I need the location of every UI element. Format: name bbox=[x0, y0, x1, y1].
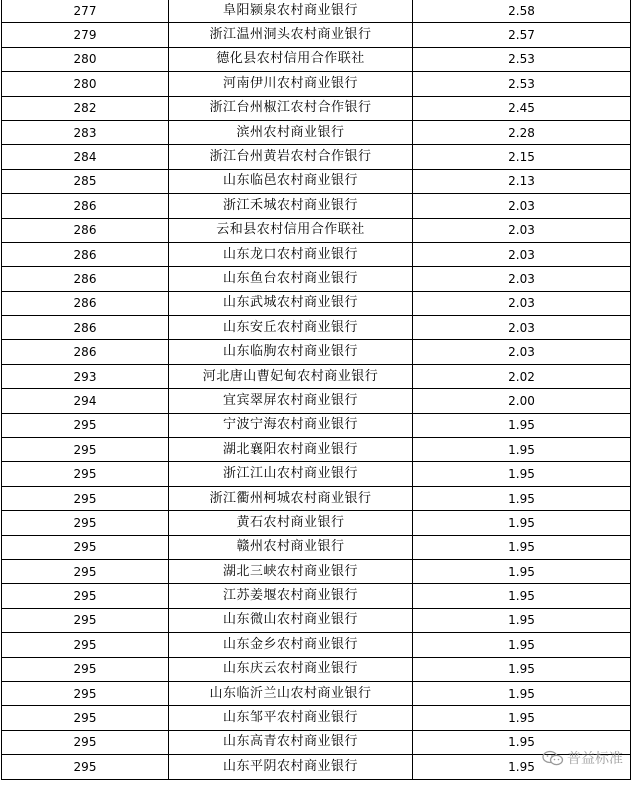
table-row bbox=[2, 316, 631, 340]
rank-cell: 295 bbox=[2, 730, 169, 754]
rank-cell: 295 bbox=[2, 413, 169, 437]
value-cell: 1.95 bbox=[413, 559, 631, 583]
rank-cell: 294 bbox=[2, 389, 169, 413]
rank-cell: 295 bbox=[2, 706, 169, 730]
table-row bbox=[2, 364, 631, 388]
value-cell: 2.03 bbox=[413, 242, 631, 266]
table-row bbox=[2, 462, 631, 486]
bank-name-cell: 湖北三峡农村商业银行 bbox=[169, 559, 413, 583]
bank-name-cell: 山东邹平农村商业银行 bbox=[169, 706, 413, 730]
value-cell: 2.02 bbox=[413, 364, 631, 388]
rank-cell: 286 bbox=[2, 267, 169, 291]
rank-cell: 295 bbox=[2, 438, 169, 462]
table-row bbox=[2, 47, 631, 71]
value-cell: 1.95 bbox=[413, 462, 631, 486]
bank-name-cell: 浙江衢州柯城农村商业银行 bbox=[169, 486, 413, 510]
rank-cell: 283 bbox=[2, 120, 169, 144]
value-cell: 2.13 bbox=[413, 169, 631, 193]
table-row bbox=[2, 657, 631, 681]
bank-name-cell: 浙江禾城农村商业银行 bbox=[169, 194, 413, 218]
bank-name-cell: 湖北襄阳农村商业银行 bbox=[169, 438, 413, 462]
table-row bbox=[2, 72, 631, 96]
rank-cell: 295 bbox=[2, 511, 169, 535]
value-cell: 1.95 bbox=[413, 608, 631, 632]
rank-cell: 277 bbox=[2, 0, 169, 23]
rank-cell: 285 bbox=[2, 169, 169, 193]
rank-cell: 286 bbox=[2, 340, 169, 364]
table-row bbox=[2, 23, 631, 47]
table-row bbox=[2, 730, 631, 754]
rank-cell: 295 bbox=[2, 535, 169, 559]
value-cell: 2.03 bbox=[413, 340, 631, 364]
value-cell: 2.53 bbox=[413, 47, 631, 71]
value-cell: 2.57 bbox=[413, 23, 631, 47]
value-cell: 2.58 bbox=[413, 0, 631, 23]
bank-name-cell: 山东龙口农村商业银行 bbox=[169, 242, 413, 266]
table-row bbox=[2, 486, 631, 510]
table-row bbox=[2, 511, 631, 535]
bank-name-cell: 山东高青农村商业银行 bbox=[169, 730, 413, 754]
rank-cell: 282 bbox=[2, 96, 169, 120]
bank-name-cell: 河北唐山曹妃甸农村商业银行 bbox=[169, 364, 413, 388]
watermark-text: 普益标准 bbox=[567, 751, 623, 767]
bank-name-cell: 山东庆云农村商业银行 bbox=[169, 657, 413, 681]
table-row bbox=[2, 169, 631, 193]
value-cell: 2.28 bbox=[413, 120, 631, 144]
table-row bbox=[2, 706, 631, 730]
table-row bbox=[2, 559, 631, 583]
rank-cell: 293 bbox=[2, 364, 169, 388]
bank-name-cell: 浙江江山农村商业银行 bbox=[169, 462, 413, 486]
rank-cell: 295 bbox=[2, 608, 169, 632]
table-row bbox=[2, 535, 631, 559]
bank-name-cell: 宜宾翠屏农村商业银行 bbox=[169, 389, 413, 413]
bank-name-cell: 赣州农村商业银行 bbox=[169, 535, 413, 559]
bank-name-cell: 山东武城农村商业银行 bbox=[169, 291, 413, 315]
table-row bbox=[2, 584, 631, 608]
rank-cell: 295 bbox=[2, 633, 169, 657]
bank-name-cell: 河南伊川农村商业银行 bbox=[169, 72, 413, 96]
value-cell: 1.95 bbox=[413, 730, 631, 754]
rank-cell: 295 bbox=[2, 681, 169, 705]
value-cell: 2.53 bbox=[413, 72, 631, 96]
table-row bbox=[2, 242, 631, 266]
rank-cell: 286 bbox=[2, 291, 169, 315]
value-cell: 1.95 bbox=[413, 413, 631, 437]
rank-cell: 280 bbox=[2, 72, 169, 96]
bank-name-cell: 浙江台州椒江农村合作银行 bbox=[169, 96, 413, 120]
bank-name-cell: 黄石农村商业银行 bbox=[169, 511, 413, 535]
table-body bbox=[2, 0, 631, 779]
value-cell: 2.03 bbox=[413, 291, 631, 315]
value-cell: 1.95 bbox=[413, 633, 631, 657]
value-cell: 1.95 bbox=[413, 657, 631, 681]
rank-cell: 286 bbox=[2, 316, 169, 340]
bank-name-cell: 山东平阴农村商业银行 bbox=[169, 755, 413, 779]
table-row bbox=[2, 389, 631, 413]
value-cell: 2.45 bbox=[413, 96, 631, 120]
table-row bbox=[2, 120, 631, 144]
table-row bbox=[2, 608, 631, 632]
rank-cell: 295 bbox=[2, 657, 169, 681]
value-cell: 1.95 bbox=[413, 438, 631, 462]
bank-name-cell: 山东鱼台农村商业银行 bbox=[169, 267, 413, 291]
bank-name-cell: 山东金乡农村商业银行 bbox=[169, 633, 413, 657]
rank-cell: 284 bbox=[2, 145, 169, 169]
table-row bbox=[2, 633, 631, 657]
bank-name-cell: 浙江温州洞头农村商业银行 bbox=[169, 23, 413, 47]
bank-name-cell: 云和县农村信用合作联社 bbox=[169, 218, 413, 242]
rank-cell: 286 bbox=[2, 218, 169, 242]
rank-cell: 286 bbox=[2, 242, 169, 266]
bank-name-cell: 阜阳颍泉农村商业银行 bbox=[169, 0, 413, 23]
rank-cell: 279 bbox=[2, 23, 169, 47]
bank-name-cell: 德化县农村信用合作联社 bbox=[169, 47, 413, 71]
value-cell: 1.95 bbox=[413, 486, 631, 510]
bank-name-cell: 江苏姜堰农村商业银行 bbox=[169, 584, 413, 608]
table-row bbox=[2, 681, 631, 705]
table-row bbox=[2, 291, 631, 315]
ranking-table bbox=[1, 0, 631, 780]
value-cell: 1.95 bbox=[413, 681, 631, 705]
rank-cell: 295 bbox=[2, 755, 169, 779]
rank-cell: 295 bbox=[2, 462, 169, 486]
bank-name-cell: 山东安丘农村商业银行 bbox=[169, 316, 413, 340]
table-row bbox=[2, 413, 631, 437]
table-row bbox=[2, 145, 631, 169]
value-cell: 1.95 bbox=[413, 584, 631, 608]
rank-cell: 295 bbox=[2, 486, 169, 510]
table-row bbox=[2, 438, 631, 462]
value-cell: 1.95 bbox=[413, 535, 631, 559]
rank-cell: 286 bbox=[2, 194, 169, 218]
table-row bbox=[2, 218, 631, 242]
rank-cell: 295 bbox=[2, 584, 169, 608]
value-cell: 1.95 bbox=[413, 755, 631, 779]
value-cell: 1.95 bbox=[413, 706, 631, 730]
rank-cell: 280 bbox=[2, 47, 169, 71]
table-row bbox=[2, 96, 631, 120]
value-cell: 2.03 bbox=[413, 316, 631, 340]
value-cell: 2.03 bbox=[413, 267, 631, 291]
bank-name-cell: 山东临邑农村商业银行 bbox=[169, 169, 413, 193]
value-cell: 2.00 bbox=[413, 389, 631, 413]
table-row bbox=[2, 755, 631, 779]
table-row bbox=[2, 340, 631, 364]
value-cell: 2.03 bbox=[413, 194, 631, 218]
bank-name-cell: 山东微山农村商业银行 bbox=[169, 608, 413, 632]
rank-cell: 295 bbox=[2, 559, 169, 583]
value-cell: 2.03 bbox=[413, 218, 631, 242]
bank-name-cell: 山东临沂兰山农村商业银行 bbox=[169, 681, 413, 705]
table-row bbox=[2, 267, 631, 291]
table-row bbox=[2, 0, 631, 23]
bank-name-cell: 浙江台州黄岩农村合作银行 bbox=[169, 145, 413, 169]
bank-name-cell: 滨州农村商业银行 bbox=[169, 120, 413, 144]
bank-name-cell: 宁波宁海农村商业银行 bbox=[169, 413, 413, 437]
bank-name-cell: 山东临朐农村商业银行 bbox=[169, 340, 413, 364]
value-cell: 2.15 bbox=[413, 145, 631, 169]
table-row bbox=[2, 194, 631, 218]
value-cell: 1.95 bbox=[413, 511, 631, 535]
